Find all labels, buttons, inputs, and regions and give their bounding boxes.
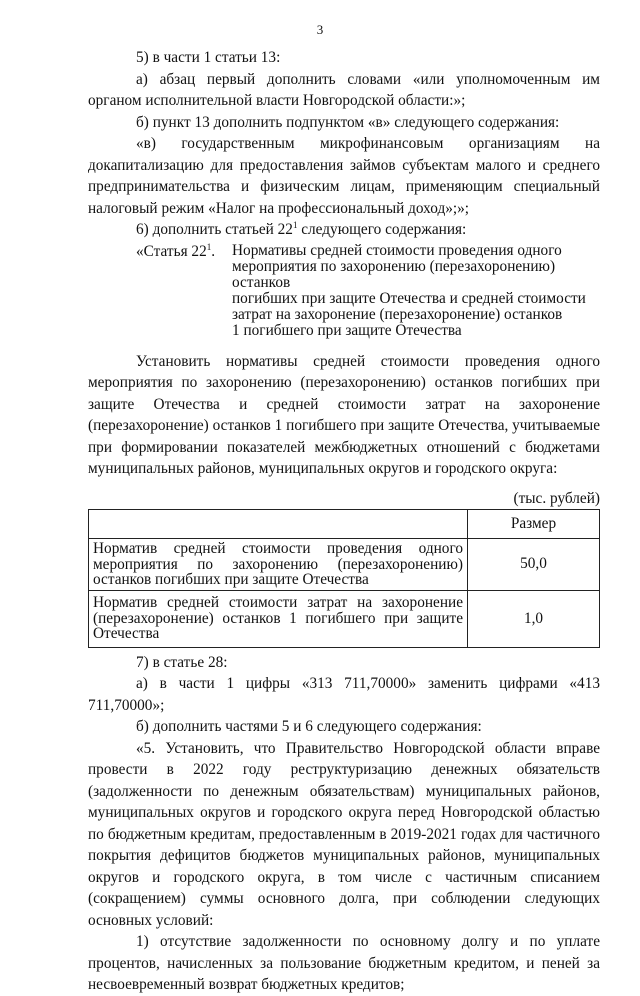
article-number-superscript: 1 [206, 241, 212, 252]
paragraph: 1) отсутствие задолженности по основному долгу и по уплате процентов, начисленных за пользование бюджетным кредитом, и пеней за несвоевременный возврат бюджетных кредитов; [88, 933, 600, 993]
article-heading [88, 243, 600, 339]
norms-table [88, 509, 600, 648]
table-row [89, 539, 600, 591]
table-header-cell [89, 510, 468, 539]
paragraph: 5) в части 1 статьи 13: [136, 49, 281, 66]
table-cell-name: Норматив средней стоимости затрат на захоронение (перезахоронение) останков 1 погибшего при защите Отечества [89, 590, 468, 647]
table-cell-value: 1,0 [468, 590, 600, 647]
paragraph: 7) в статье 28: [136, 653, 228, 671]
table-header-cell: Размер [468, 510, 600, 539]
table-header-row [89, 510, 600, 539]
article-title-line: затрат на захоронение (перезахоронение) останков [232, 305, 563, 323]
article-title-line: мероприятия по захоронению (перезахоронению) останков [232, 257, 556, 291]
table-row [89, 590, 600, 647]
article-title-line: Нормативы средней стоимости проведения одного [232, 241, 562, 259]
article-number-suffix: . [211, 242, 216, 260]
paragraph: а) в части 1 цифры «313 711,70000» заменить цифрами «413 711,70000»; [88, 675, 600, 714]
after-table-section [88, 652, 600, 996]
article-title [228, 243, 600, 339]
item6-superscript: 1 [292, 220, 298, 230]
paragraph: «5. Установить, что Правительство Новгородской области вправе провести в 2022 году реструктуризацию денежных обязательств (задолженности по денежным обязательствам) муниципальных районов, муниципальных округов и городского округа перед Новгородской областью по бюджетным кредитам, предоставленным в 2019-2021 годах для частичного покрытия дефицитов бюджетов муниципальных районов, муниципальных округов и городского округа, в том числе с частичным списанием (сокращением) суммы основного долга, при соблюдении следующих основных условий: [88, 739, 600, 929]
paragraph: б) дополнить частями 5 и 6 следующего содержания: [136, 718, 482, 735]
paragraph: б) пункт 13 дополнить подпунктом «в» следующего содержания: [136, 113, 560, 131]
article-body: Установить нормативы средней стоимости проведения одного мероприятия по захоронению (перезахоронению) останков погибших при защите Отечества и средней стоимости затрат на захоронение (перезахоронение) останков 1 погибшего при защите Отечества, учитываемые при формировании показателей межбюджетных отношений с бюджетами муниципальных районов, муниципальных округов и городского округа: [88, 352, 600, 477]
table-cell-name: Норматив средней стоимости проведения одного мероприятия по захоронению (перезахоронению) останков погибших при защите Отечества [89, 539, 468, 591]
table-cell-value: 50,0 [468, 539, 600, 591]
article-number [88, 243, 228, 339]
paragraph: «в) государственным микрофинансовым организациям на докапитализацию для предоставления займов субъектам малого и среднего предпринимательства и физическим лицам, применяющим специальный налоговый режим «Налог на профессиональный доход»;»; [88, 135, 600, 217]
article-title-line: погибших при защите Отечества и средней стоимости [232, 289, 586, 307]
item6-prefix: 6) дополнить статьей 22 [136, 221, 293, 238]
article-title-line: 1 погибшего при защите Отечества [232, 321, 462, 339]
document-body [88, 47, 600, 996]
page-number: 3 [316, 22, 324, 37]
article-number-prefix: «Статья 22 [136, 242, 207, 260]
paragraph: а) абзац первый дополнить словами «или уполномоченным им органом исполнительной власти Новгородской области:»; [88, 70, 600, 109]
table-unit: (тыс. рублей) [513, 489, 600, 507]
item6-suffix: следующего содержания: [297, 221, 467, 238]
paragraph-item-6 [88, 219, 600, 241]
